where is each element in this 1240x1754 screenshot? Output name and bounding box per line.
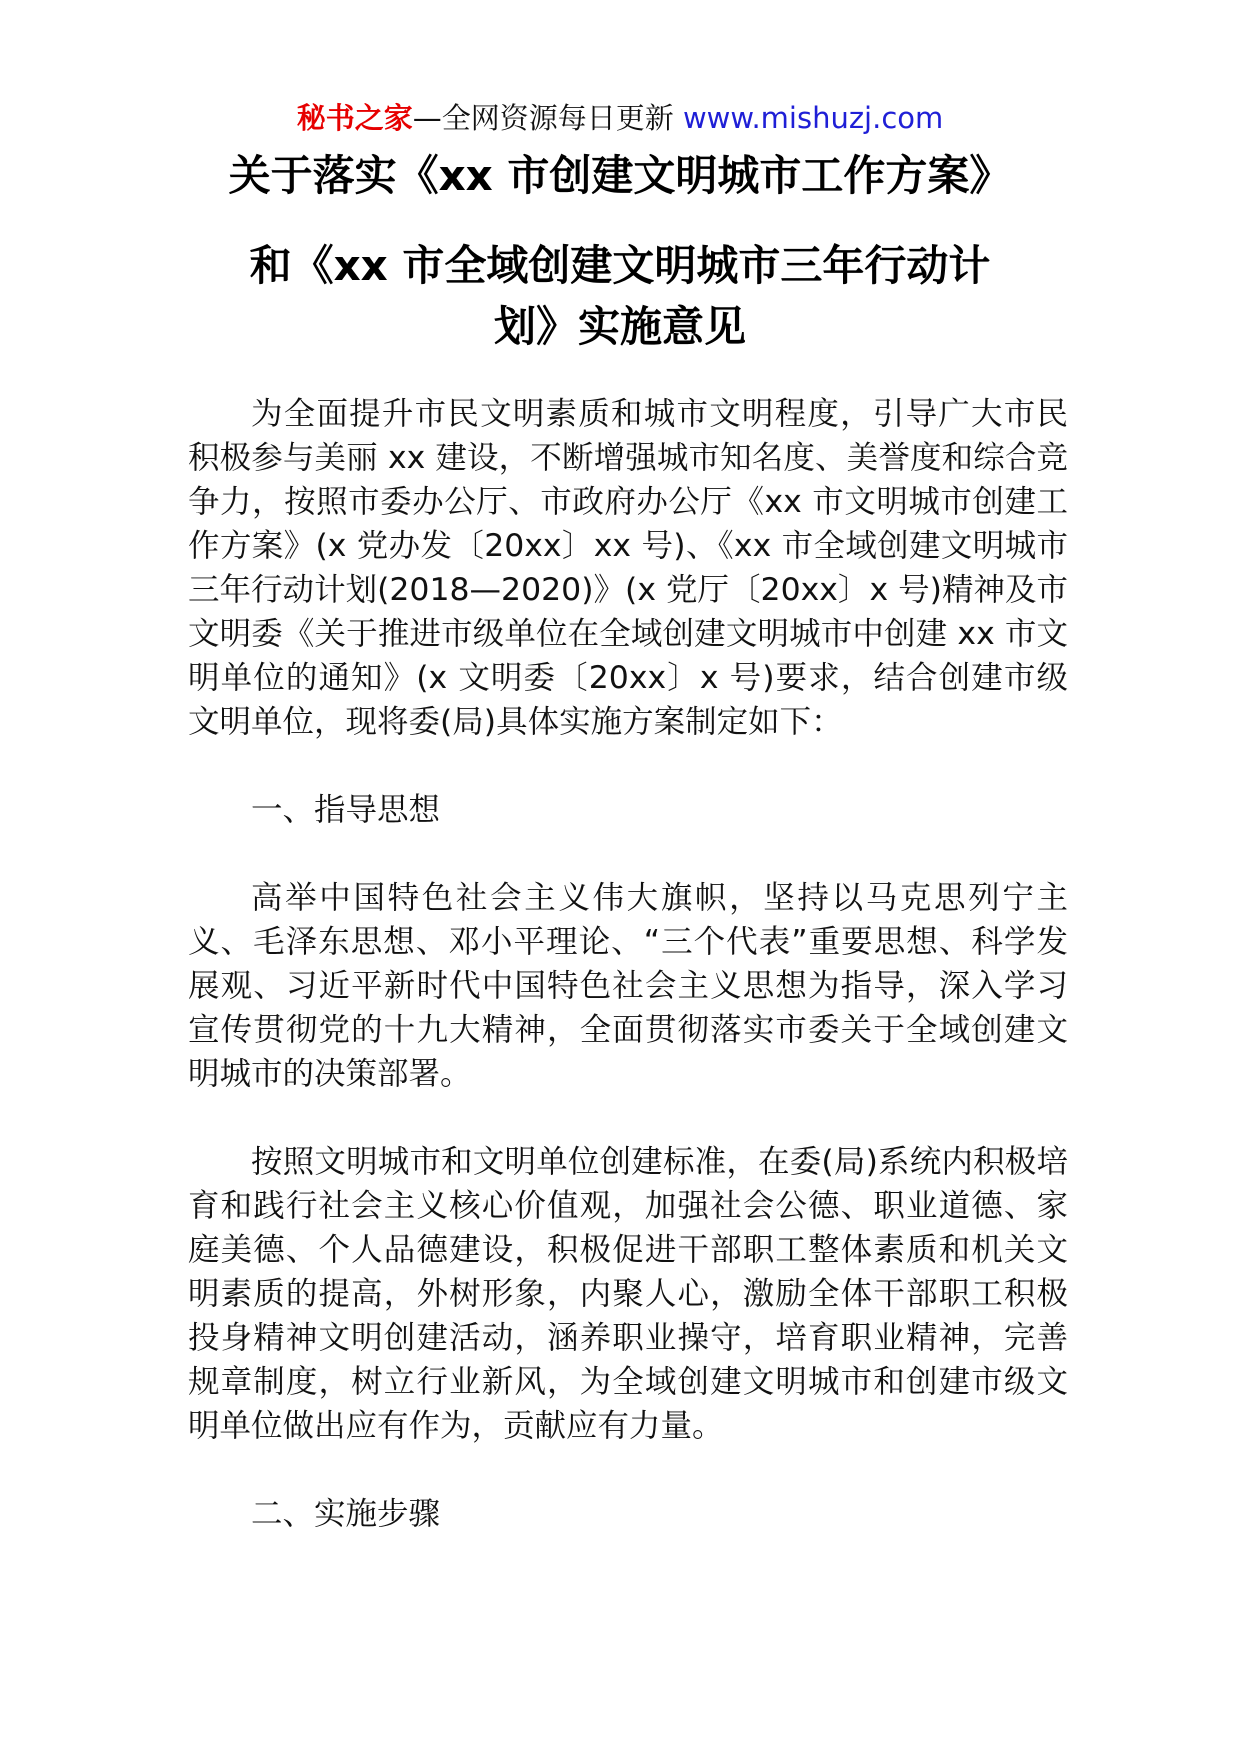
header-slogan: —全网资源每日更新 [412, 101, 674, 135]
site-url-link[interactable]: www.mishuzj.com [682, 101, 944, 135]
title-line-3: 划》实施意见 [493, 302, 746, 351]
intro-paragraph: 为全面提升市民文明素质和城市文明程度，引导广大市民积极参与美丽 xx 建设，不断增强城市知名度、美誉度和综合竞争力，按照市委办公厅、市政府办公厅《xx 市文明城市创建工作方案》(x 党办发〔20xx〕xx 号)、《xx 市全域创建文明城市三年行动计划(2018—2020)》(x 党厅〔20xx〕x 号)精神及市文明委《关于推进市级单位在全域创建文明城市中创建 xx 市文明单位的通知》(x 文明委〔20xx〕x 号)要求，结合创建市级文明单位，现将委(局)具体实施方案制定如下： [188, 396, 1068, 740]
guiding-ideology-paragraph-1: 高举中国特色社会主义伟大旗帜，坚持以马克思列宁主义、毛泽东思想、邓小平理论、“三个代表”重要思想、科学发展观、习近平新时代中国特色社会主义思想为指导，深入学习宣传贯彻党的十九大精神，全面贯彻落实市委关于全域创建文明城市的决策部署。 [188, 880, 1068, 1092]
section-heading-implementation-steps: 二、实施步骤 [251, 1496, 441, 1532]
document-title [150, 152, 1090, 351]
title-line-1: 关于落实《xx 市创建文明城市工作方案》 [228, 151, 1012, 200]
title-line-2: 和《xx 市全域创建文明城市三年行动计 [249, 241, 991, 290]
document-body [188, 392, 1068, 1580]
guiding-ideology-paragraph-2: 按照文明城市和文明单位创建标准，在委(局)系统内积极培育和践行社会主义核心价值观，加强社会公德、职业道德、家庭美德、个人品德建设，积极促进干部职工整体素质和机关文明素质的提高，外树形象，内聚人心，激励全体干部职工积极投身精神文明创建活动，涵养职业操守，培育职业精神，完善规章制度，树立行业新风，为全域创建文明城市和创建市级文明单位做出应有作为，贡献应有力量。 [188, 1144, 1068, 1444]
site-header [0, 98, 1240, 138]
section-heading-guiding-ideology: 一、指导思想 [251, 792, 441, 828]
brand-name: 秘书之家 [296, 101, 413, 135]
